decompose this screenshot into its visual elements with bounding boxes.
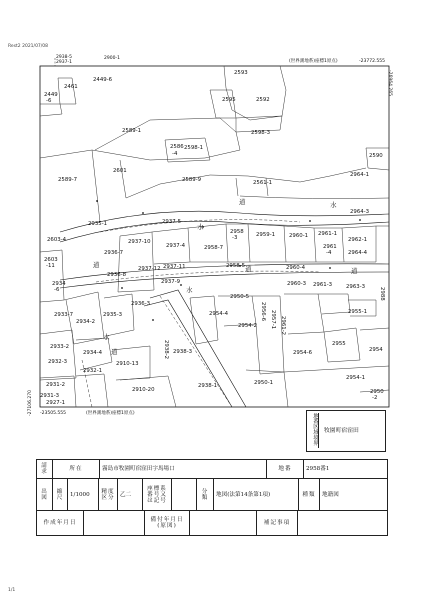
row-dates [37, 511, 388, 536]
lot-label: 2932-1 [83, 368, 103, 374]
lot-label: 2449-6 [93, 77, 113, 83]
lot-label: 2934 [52, 281, 66, 287]
lot-label: 2961-3 [313, 282, 333, 288]
lot-label: 2937-11 [163, 264, 186, 270]
lot-label: 2961 [323, 244, 337, 250]
lot-label: -6 [54, 287, 60, 293]
lot-label: -11 [46, 263, 55, 269]
metadata-table [36, 459, 388, 479]
lot-label: 2954-4 [209, 311, 229, 317]
lot-label: 2937-4 [166, 243, 186, 249]
row-request [37, 460, 388, 479]
lot-label: 2964-4 [348, 250, 368, 256]
label-created-date: 作成年月日 [37, 511, 84, 536]
lot-label: 2595 [222, 97, 236, 103]
lot-label: 2964-1 [350, 172, 370, 178]
lot-label: 2910-13 [116, 361, 139, 367]
lot-label: 2960-1 [289, 233, 309, 239]
lot-label: 2960-3 [287, 281, 307, 287]
lot-label: 2962-1 [348, 237, 368, 243]
road-label: 道 [245, 265, 252, 273]
metadata-table-2 [36, 478, 388, 511]
lot-label: 2592 [256, 97, 270, 103]
lot-label: 2590 [369, 153, 383, 159]
lot-label: 2955 [332, 341, 346, 347]
lot-label: 2938-1 [198, 383, 218, 389]
lot-label: -6 [46, 98, 52, 104]
lot-label: 2936-3 [131, 301, 151, 307]
lot-label: 2561-1 [253, 180, 273, 186]
lot-label: 2932-3 [48, 359, 68, 365]
label-scale: 縮尺 [53, 479, 68, 511]
road-label: 道 [239, 198, 246, 206]
lot-label: 2589-7 [58, 177, 78, 183]
value-installed-date [190, 511, 257, 536]
value-location: 霧島市牧園町宿窪田字馬場口 [100, 460, 267, 479]
lot-label: 2936-8 [107, 272, 127, 278]
lot-label-vertical: 2988 [379, 287, 385, 301]
lot-label: 2964-3 [350, 209, 370, 215]
lot-label: 2961-1 [318, 231, 338, 237]
coord-bottom-left: -23505.555 [40, 411, 66, 416]
lot-label: -2 [372, 395, 378, 401]
page-number: 1/1 [8, 588, 16, 593]
metadata-table-3 [36, 510, 388, 536]
district-stamp [306, 410, 386, 452]
lot-label: 2598-1 [184, 145, 204, 151]
lot-label: 2927-1 [46, 400, 66, 406]
value-created-date [84, 511, 145, 536]
lot-label-vertical: 2957-1 [270, 310, 276, 330]
lot-label: -3 [232, 235, 238, 241]
legend-top-2: 2937-1 [56, 60, 72, 65]
lot-label: 2959-1 [256, 232, 276, 238]
label-lot-number: 地番 [267, 460, 304, 479]
coord-left-lower: -27106.270 [28, 390, 33, 416]
coord-right-upper: -26964.265 [387, 70, 392, 96]
lot-label: 2933-7 [54, 312, 74, 318]
lot-label: 2586 [170, 144, 184, 150]
lot-label: 2935-1 [88, 221, 108, 227]
lot-label: 2937-9 [161, 279, 181, 285]
road-label: 道 [111, 348, 118, 356]
value-supplementary [298, 511, 388, 536]
lot-label: 2960-4 [286, 265, 306, 271]
road-label: 水 [330, 201, 337, 209]
label-installed-date: 備付年月日(原図) [145, 511, 190, 536]
lot-label: 2938-3 [173, 349, 193, 355]
lot-label: 2603 [44, 257, 58, 263]
lot-label: 2958-5 [226, 263, 246, 269]
lot-label: 2603-4 [47, 237, 67, 243]
lot-label: 2910-20 [132, 387, 155, 393]
lot-label: 2954-2 [238, 323, 258, 329]
legend-top-3: 2900-1 [104, 56, 120, 61]
road-label: 道 [351, 267, 358, 275]
coord-top-right: -23772.555 [359, 59, 385, 64]
label-output: 出図 [37, 479, 53, 511]
lot-label-vertical: 2961-2 [280, 316, 286, 336]
lot-label: 2936-7 [104, 250, 124, 256]
value-accuracy: 乙二 [118, 479, 143, 511]
label-classification: 分類 [197, 479, 214, 511]
lot-label: 2950 [370, 389, 384, 395]
value-kind: 地籍図 [320, 479, 388, 511]
lot-label-vertical: 2938-2 [163, 340, 169, 360]
lot-label: 2601 [113, 168, 127, 174]
road-label: 道 [93, 261, 100, 269]
value-coordinate-system [172, 479, 197, 511]
label-coordinate-system: 座標系番号又は記号 [143, 479, 172, 511]
legend-top-1: 2938-5 [56, 55, 72, 60]
lot-label: 2931-2 [46, 382, 66, 388]
road-label: 水 [186, 286, 193, 294]
lot-label-vertical: 2956-6 [260, 302, 266, 322]
lot-label: 2933-2 [50, 344, 70, 350]
district-stamp-value: 牧園町宿窪田 [324, 428, 359, 434]
coord-top-left: (世界測地系)座標1原点) [289, 59, 338, 64]
print-date: Rest2 2021/07/08 [8, 44, 49, 49]
lot-label: 2461 [64, 84, 78, 90]
lot-label: 2931-3 [40, 393, 60, 399]
lot-label: 2589-1 [122, 128, 142, 134]
lot-label: 2934-4 [83, 350, 103, 356]
label-kind: 種類 [299, 479, 320, 511]
road-label: 水 [103, 333, 110, 341]
lot-label: 2598-3 [251, 130, 271, 136]
value-lot-number: 2958番1 [304, 460, 388, 479]
lot-label: 2589-9 [182, 177, 202, 183]
lot-label: 2937-12 [138, 266, 161, 272]
coord-bottom-mid: (世界測地系)座標1原点) [86, 411, 135, 416]
lot-label: 2937-10 [128, 239, 151, 245]
lot-label: 2937-5 [162, 219, 182, 225]
label-supplementary: 補記事項 [257, 511, 298, 536]
lot-label: 2593 [234, 70, 248, 76]
label-accuracy: 精度区分 [99, 479, 118, 511]
lot-label: 2934-2 [76, 319, 96, 325]
lot-label: 2950-5 [230, 294, 250, 300]
road-label: 水 [197, 223, 204, 231]
lot-label: 2958 [230, 229, 244, 235]
lot-label: 2955-1 [348, 309, 368, 315]
lot-label: -4 [326, 250, 332, 256]
lot-label: 2935-3 [103, 312, 123, 318]
lot-label: 2963-3 [346, 284, 366, 290]
value-classification: 地図(法第14条第1項) [214, 479, 299, 511]
value-scale: 1/1000 [68, 479, 99, 511]
lot-label: 2954-6 [293, 350, 313, 356]
row-output [37, 479, 388, 511]
lot-label: -4 [172, 151, 178, 157]
lot-label: 2950-1 [254, 380, 274, 386]
district-stamp-label: 地番区域境界 [309, 413, 319, 448]
label-request: 請求 [37, 460, 53, 479]
lot-label: 2449 [44, 92, 58, 98]
lot-number-layer [40, 70, 385, 406]
label-location: 所在 [53, 460, 100, 479]
lot-label: 2954 [369, 347, 383, 353]
lot-label: 2954-1 [346, 375, 366, 381]
lot-label: 2958-7 [204, 245, 224, 251]
